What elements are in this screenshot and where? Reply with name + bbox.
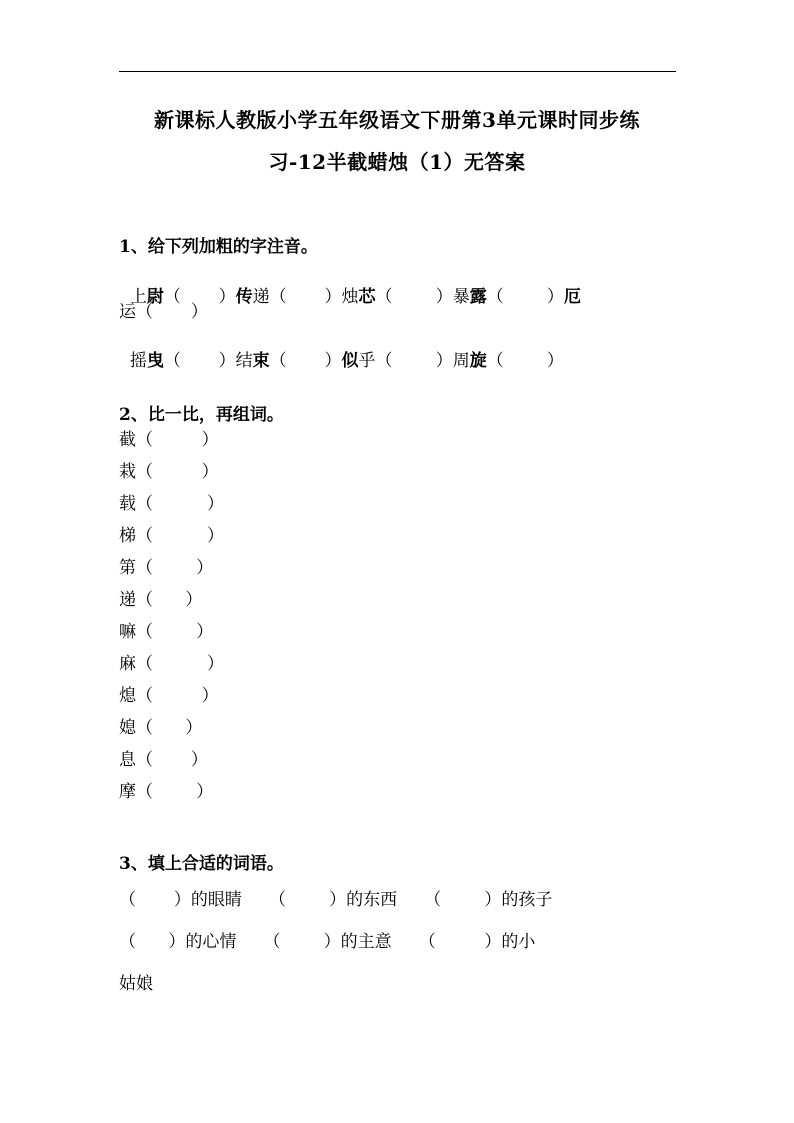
- q2-item: 栽（ ）: [119, 462, 219, 482]
- q1-line-1: [119, 272, 581, 306]
- q2-item: 摩（ ）: [119, 782, 214, 802]
- q2-item: 递（ ）: [119, 590, 203, 610]
- page-title-line-2: 习-12半截蜡烛（1）无答案: [268, 150, 526, 174]
- q2-item: 载（ ）: [119, 494, 225, 514]
- q3-line-3: 姑娘: [119, 974, 153, 994]
- q3-line-1: （ ）的眼睛 （ ）的东西 （ ）的孩子: [119, 890, 553, 910]
- q1-item-2: 传递（ ）: [235, 287, 342, 307]
- page-title-line-1: 新课标人教版小学五年级语文下册第3单元课时同步练: [154, 108, 640, 132]
- q1-item-9: 周旋（ ）: [452, 351, 564, 371]
- q1-item-3: 烛芯（ ）: [341, 287, 453, 307]
- q2-item: 梯（ ）: [119, 526, 225, 546]
- q1-item-7: 结束（ ）: [235, 351, 342, 371]
- q2-item: 第（ ）: [119, 558, 214, 578]
- q2-item: 麻（ ）: [119, 654, 225, 674]
- q2-item: 媳（ ）: [119, 718, 203, 738]
- q2-item: 息（ ）: [119, 750, 208, 770]
- q1-line-3: [119, 336, 564, 370]
- q3-line-2: （ ）的心情 （ ）的主意 （ ）的小: [119, 932, 536, 952]
- q2-item: 截（ ）: [119, 430, 219, 450]
- q1-item-8: 似乎（ ）: [341, 351, 453, 371]
- q1-item-6: 摇曳（ ）: [129, 351, 236, 371]
- header-rule: [119, 71, 676, 72]
- q2-heading: 2、比一比，再组词。: [119, 405, 284, 425]
- q1-item-4: 暴露（ ）: [452, 287, 564, 307]
- q2-item: 熄（ ）: [119, 686, 219, 706]
- q1-line-2: 运（ ）: [119, 302, 208, 322]
- q1-item-1: 上尉（ ）: [129, 287, 236, 307]
- q2-item: 嘛（ ）: [119, 622, 214, 642]
- q1-heading: 1、给下列加粗的字注音。: [119, 237, 318, 257]
- q3-heading: 3、填上合适的词语。: [119, 854, 284, 874]
- q1-item-5: 厄: [563, 287, 581, 307]
